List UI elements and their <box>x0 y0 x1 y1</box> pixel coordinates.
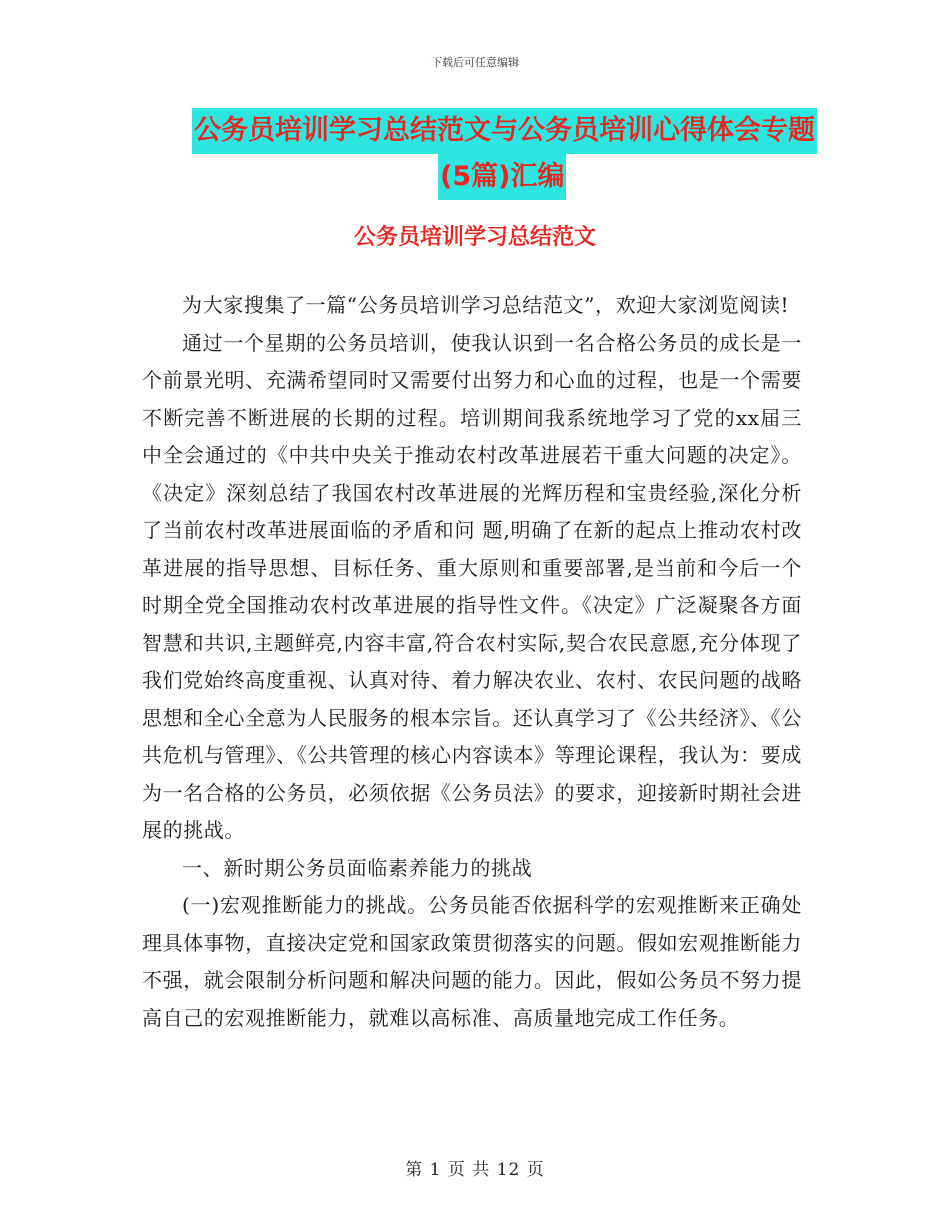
paragraph-heading-1: 一、新时期公务员面临素养能力的挑战 <box>182 855 533 880</box>
page-footer: 第 1 页 共 12 页 <box>405 1160 545 1180</box>
paragraph-point-1: (一)宏观推断能力的挑战。公务员能否依据科学的宏观推断来正确处理具体事物，直接决定党和国家政策贯彻落实的问题。假如宏观推断能力不强，就会限制分析问题和解决问题的能力。因此，假如公务员不努力提高自己的宏观推断能力，就难以高标准、高质量地完成工作任务。 <box>142 893 802 1030</box>
paragraph-intro: 为大家搜集了一篇“公务员培训学习总结范文”，欢迎大家浏览阅读! <box>182 293 790 317</box>
document-title <box>140 108 815 200</box>
header-note: 下载后可任意编辑 <box>431 56 519 69</box>
document-title-line-1: 公务员培训学习总结范文与公务员培训心得体会专题 <box>192 108 817 154</box>
section-title: 公务员培训学习总结范文 <box>353 225 596 250</box>
document-title-line-2: (5篇)汇编 <box>438 154 566 200</box>
body-text <box>142 287 802 1037</box>
paragraph-main: 通过一个星期的公务员培训，使我认识到一名合格公务员的成长是一个前景光明、充满希望同时又需要付出努力和心血的过程，也是一个需要不断完善不断进展的长期的过程。培训期间我系统地学习了党的xx届三中全会通过的《中共中央关于推动农村改革进展若干重大问题的决定》。《决定》深刻总结了我国农村改革进展的光辉历程和宝贵经验,深化分析了当前农村改革进展面临的矛盾和问 题,明确了在新的起点上推动农村改革进展的指导思想、目标任务、重大原则和重要部署,是当前和今后一个时期全党全国推动农村改革进展的指导性文件。《决定》广泛凝聚各方面智慧和共识,主题鲜亮,内容丰富,符合农村实际,契合农民意愿,充分体现了我们党始终高度重视、认真对待、着力解决农业、农村、农民问题的战略思想和全心全意为人民服务的根本宗旨。还认真学习了《公共经济》、《公共危机与管理》、《公共管理的核心内容读本》等理论课程，我认为：要成为一名合格的公务员，必须依据《公务员法》的要求，迎接新时期社会进展的挑战。 <box>142 330 802 842</box>
